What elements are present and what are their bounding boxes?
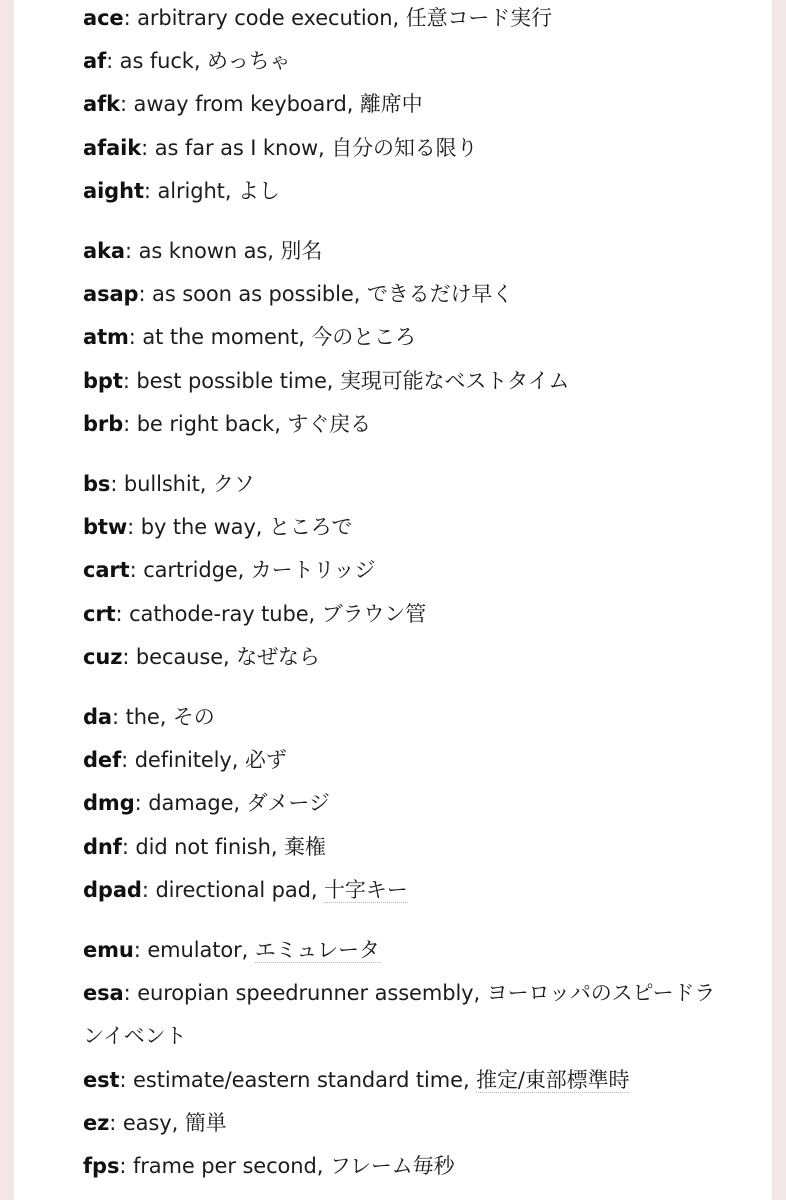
entry-definition: as known as — [138, 239, 268, 264]
entry-definition: alright — [157, 178, 225, 203]
glossary-entry: fps: frame per second, フレーム毎秒 — [83, 1154, 455, 1179]
entry-japanese: ヨーロッパのスピードランイベント — [83, 981, 716, 1049]
entry-term: dpad — [83, 877, 142, 902]
glossary-entry: afaik: as far as I know, 自分の知る限り — [83, 135, 478, 160]
entry-term: da — [83, 705, 113, 730]
entry-term: cart — [83, 558, 130, 583]
glossary-entry: bpt: best possible time, 実現可能なベストタイム — [83, 368, 570, 393]
entry-definition: at the moment — [142, 325, 299, 350]
entry-term: fps — [83, 1154, 120, 1179]
entry-term: bpt — [83, 368, 123, 393]
glossary-entry: est: estimate/eastern standard time, 推定/東部標準時 — [83, 1067, 630, 1092]
glossary-entry: btw: by the way, ところで — [83, 515, 353, 540]
entry-japanese: すぐ戻る — [287, 411, 372, 436]
entry-definition: the — [125, 705, 160, 730]
entry-definition: europian speedrunner assembly — [137, 981, 474, 1006]
entry-definition: emulator — [147, 938, 242, 963]
entry-definition: by the way — [140, 515, 256, 540]
entry-definition: best possible time — [136, 368, 327, 393]
entry-term: dnf — [83, 834, 122, 859]
entry-japanese: 任意コード実行 — [405, 6, 552, 30]
entry-japanese: できるだけ早く — [366, 282, 514, 307]
entry-term: af — [83, 49, 107, 74]
glossary-entry: ez: easy, 簡単 — [83, 1110, 227, 1135]
entry-definition: estimate/eastern standard time — [133, 1067, 463, 1092]
glossary-entry: bs: bullshit, クソ — [83, 472, 255, 497]
glossary-entry: dpad: directional pad, 十字キー — [83, 877, 408, 902]
entry-definition: away from keyboard — [133, 92, 347, 117]
entry-term: cuz — [83, 644, 123, 669]
entry-definition: cartridge — [143, 558, 238, 583]
entry-definition: definitely — [134, 748, 232, 773]
entry-japanese: カートリッジ — [250, 558, 376, 583]
glossary-entry: cuz: because, なぜなら — [83, 644, 320, 669]
glossary-entry: esa: europian speedrunner assembly, ヨーロッパのスピードランイベント — [83, 981, 716, 1049]
entry-term: esa — [83, 981, 124, 1006]
glossary-group-d — [83, 696, 723, 912]
entry-japanese: クソ — [212, 472, 255, 497]
glossary-entry: cart: cartridge, カートリッジ — [83, 558, 376, 583]
entry-japanese: よし — [237, 178, 280, 203]
glossary-entry: atm: at the moment, 今のところ — [83, 325, 416, 350]
glossary-entry: ace: arbitrary code execution, 任意コード実行 — [83, 6, 552, 30]
entry-japanese: 実現可能なベストタイム — [339, 368, 570, 393]
glossary-entry: afk: away from keyboard, 離席中 — [83, 92, 423, 117]
entry-definition: arbitrary code execution — [137, 6, 393, 30]
entry-definition: as fuck — [119, 49, 194, 74]
entry-term: bs — [83, 472, 111, 497]
entry-definition: be right back — [136, 411, 275, 436]
entry-term: emu — [83, 938, 134, 963]
entry-term: est — [83, 1067, 120, 1092]
entry-japanese: 別名 — [280, 239, 323, 264]
entry-definition: bullshit — [123, 472, 200, 497]
entry-term: aight — [83, 178, 144, 203]
glossary-group-c — [83, 463, 723, 679]
glossary-group-a — [83, 0, 723, 213]
entry-japanese: フレーム毎秒 — [329, 1154, 455, 1179]
entry-japanese: 簡単 — [184, 1110, 227, 1135]
entry-definition: did not finish — [135, 834, 271, 859]
glossary-list — [83, 0, 723, 1188]
entry-term: crt — [83, 601, 116, 626]
glossary-entry: emu: emulator, エミュレータ — [83, 938, 380, 963]
entry-term: def — [83, 748, 122, 773]
entry-japanese: ダメージ — [246, 791, 330, 816]
entry-definition: as far as I know — [154, 135, 319, 160]
entry-japanese: エミュレータ — [254, 938, 380, 963]
entry-term: asap — [83, 282, 139, 307]
entry-definition: easy — [122, 1110, 172, 1135]
glossary-entry: crt: cathode-ray tube, ブラウン管 — [83, 601, 427, 626]
glossary-group-e — [83, 929, 723, 1188]
entry-japanese: 十字キー — [324, 877, 408, 902]
glossary-entry: asap: as soon as possible, できるだけ早く — [83, 282, 514, 307]
entry-japanese: 離席中 — [359, 92, 423, 117]
entry-term: ez — [83, 1110, 110, 1135]
entry-definition: frame per second — [132, 1154, 317, 1179]
glossary-entry: def: definitely, 必ず — [83, 748, 287, 773]
entry-term: afk — [83, 92, 120, 117]
entry-term: ace — [83, 6, 124, 30]
entry-japanese: なぜなら — [236, 644, 320, 669]
entry-japanese: 棄権 — [284, 834, 326, 859]
entry-term: dmg — [83, 791, 135, 816]
page-background — [14, 0, 772, 1200]
glossary-group-b — [83, 230, 723, 446]
entry-term: atm — [83, 325, 129, 350]
entry-definition: as soon as possible — [152, 282, 354, 307]
entry-japanese: 自分の知る限り — [331, 135, 478, 160]
entry-term: aka — [83, 239, 126, 264]
entry-japanese: めっちゃ — [207, 49, 291, 74]
entry-japanese: ブラウン管 — [321, 601, 427, 626]
entry-japanese: 必ず — [244, 748, 287, 773]
glossary-entry: af: as fuck, めっちゃ — [83, 49, 291, 74]
entry-definition: directional pad — [155, 877, 311, 902]
glossary-entry: dmg: damage, ダメージ — [83, 791, 330, 816]
glossary-entry: brb: be right back, すぐ戻る — [83, 411, 372, 436]
glossary-entry: aight: alright, よし — [83, 178, 280, 203]
entry-japanese: ところで — [268, 515, 353, 540]
entry-term: brb — [83, 411, 124, 436]
glossary-entry: aka: as known as, 別名 — [83, 239, 323, 264]
entry-definition: damage — [148, 791, 234, 816]
glossary-entry: da: the, その — [83, 705, 215, 730]
entry-japanese: 今のところ — [311, 325, 416, 350]
glossary-entry: dnf: did not finish, 棄権 — [83, 834, 326, 859]
entry-definition: because — [135, 644, 224, 669]
entry-japanese: 推定/東部標準時 — [476, 1067, 630, 1092]
entry-japanese: その — [172, 705, 215, 730]
entry-term: afaik — [83, 135, 142, 160]
entry-definition: cathode-ray tube — [129, 601, 309, 626]
entry-term: btw — [83, 515, 128, 540]
